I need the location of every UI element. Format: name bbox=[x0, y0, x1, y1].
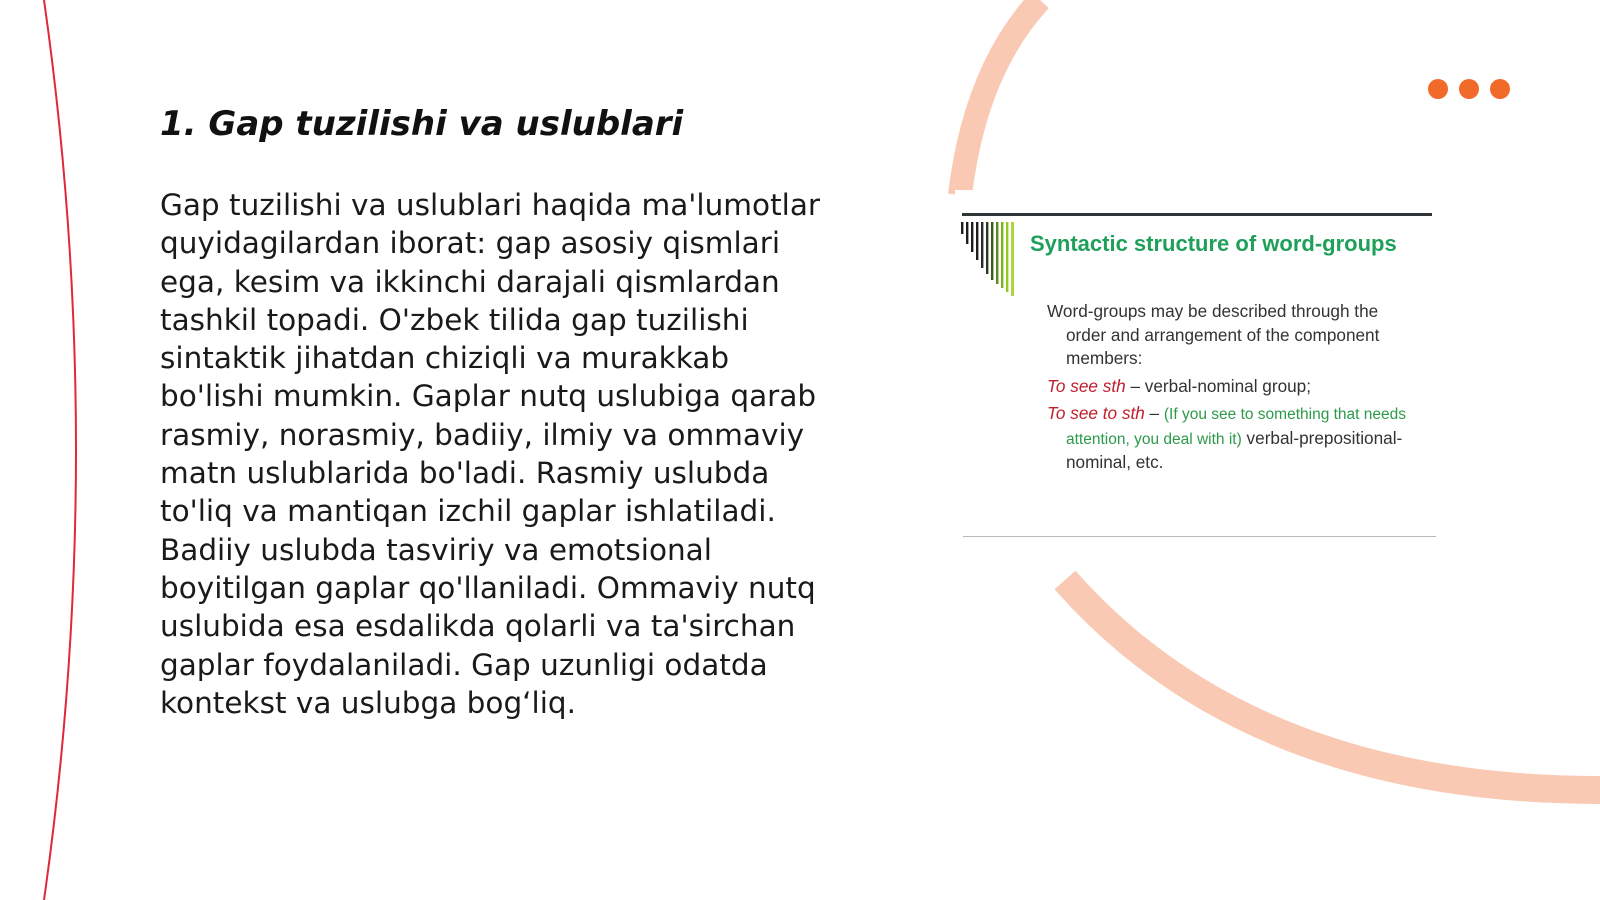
page-title: 1. Gap tuzilishi va uslublari bbox=[160, 104, 684, 144]
body-paragraph: Gap tuzilishi va uslublari haqida ma'lumotlar quyidagilardan iborat: gap asosiy qismlari ega, kesim va ikkinchi darajali qismlardan tashkil topadi. O'zbek tilida gap tuzilishi sintaktik jihatdan chiziqli va murakkab bo'lishi mumkin. Gaplar nutq uslubiga qarab rasmiy, norasmiy, badiiy, ilmiy va ommaviy matn uslublarida bo'ladi. Rasmiy uslubda to'liq va mantiqan izchil gaplar ishlatiladi. Badiiy uslubda tasviriy va emotsional boyitilgan gaplar qo'llaniladi. Ommaviy nutq uslubida esa esdalikda qolarli va ta'sirchan gaplar foydalaniladi. Gap uzunligi odatda kontekst va uslubga bog‘liq. bbox=[160, 188, 821, 720]
dot-icon bbox=[1490, 79, 1510, 99]
slide-body bbox=[1047, 300, 1417, 479]
striped-bars-icon bbox=[961, 222, 1033, 302]
slide-intro: Word-groups may be described through the order and arrangement of the component members: bbox=[1047, 301, 1380, 368]
slide-top-rule bbox=[962, 213, 1432, 216]
dot-icon bbox=[1459, 79, 1479, 99]
slide-example-1 bbox=[1047, 375, 1417, 399]
example-1-rest: – verbal-nominal group; bbox=[1125, 375, 1312, 396]
embedded-slide-image bbox=[955, 190, 1455, 550]
example-2-term: To see to sth bbox=[1047, 403, 1145, 423]
dot-icon bbox=[1428, 79, 1448, 99]
dots-menu-icon bbox=[1428, 79, 1510, 99]
slide-example-2 bbox=[1047, 402, 1417, 475]
slide-bottom-rule bbox=[963, 536, 1436, 537]
bottom-peach-arc bbox=[1065, 580, 1600, 790]
top-peach-arc bbox=[960, 0, 1040, 195]
example-2-rest: verbal-prepositional-nominal, etc. bbox=[1066, 427, 1403, 472]
example-2-gloss: (If you see to something that needs attention, you deal with it) bbox=[1066, 406, 1407, 448]
left-red-curve bbox=[44, 0, 76, 900]
example-1-term: To see sth bbox=[1047, 375, 1126, 396]
example-2-dash: – bbox=[1144, 403, 1164, 423]
slide-heading: Syntactic structure of word-groups bbox=[1030, 231, 1397, 256]
